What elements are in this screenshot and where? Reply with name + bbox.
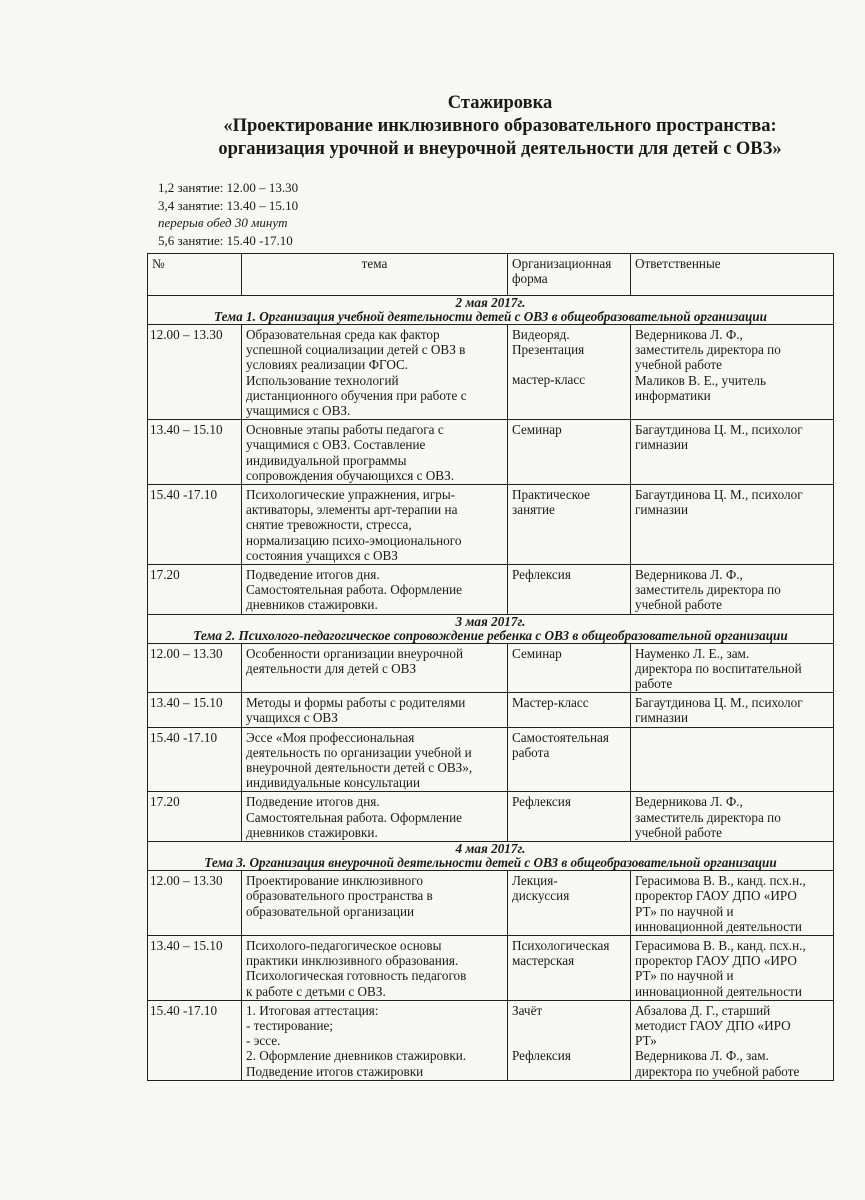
form-cell — [508, 420, 631, 485]
responsible-cell-line: заместитель директора по — [635, 342, 781, 358]
responsible-cell-line: Багаутдинова Ц. М., психолог — [635, 422, 803, 438]
responsible-cell-line: Маликов В. Е., учитель — [635, 372, 767, 388]
responsible-cell-line: гимназии — [635, 710, 689, 726]
form-cell-line: Рефлексия — [512, 1047, 571, 1063]
form-cell-line — [512, 1018, 626, 1033]
responsible-cell-line: проректор ГАОУ ДПО «ИРО — [635, 888, 797, 904]
time-cell: 13.40 – 15.10 — [148, 420, 242, 485]
form-cell-line: Видеоряд. — [512, 327, 570, 342]
form-cell — [508, 1000, 631, 1080]
responsible-cell — [631, 485, 834, 565]
header-responsible: Ответственные — [631, 254, 834, 296]
topic-cell-line: Подведение итогов дня. — [246, 794, 380, 810]
form-cell — [508, 792, 631, 842]
responsible-cell — [631, 792, 834, 842]
form-cell-line: занятие — [512, 502, 555, 518]
form-cell — [508, 565, 631, 615]
title-line-3: организация урочной и внеурочной деятельности для детей с ОВЗ» — [218, 139, 782, 159]
table-row — [148, 420, 834, 485]
topic-cell-line: 2. Оформление дневников стажировки. — [246, 1048, 467, 1064]
responsible-cell-line: инновационной деятельности — [635, 983, 802, 999]
form-cell-line: Психологическая — [512, 937, 610, 953]
topic-cell — [242, 420, 508, 485]
topic-cell-line: 1. Итоговая аттестация: — [246, 1002, 379, 1018]
document-title — [150, 92, 850, 161]
time-cell: 12.00 – 13.30 — [148, 643, 242, 693]
topic-cell — [242, 643, 508, 693]
topic-cell-line: нормализацию психо-эмоционального — [246, 532, 462, 548]
responsible-cell — [631, 325, 834, 420]
topic-cell-line: Психолого-педагогическое основы — [246, 937, 442, 953]
responsible-cell-line: Багаутдинова Ц. М., психолог — [635, 487, 803, 503]
topic-cell-line: внеурочной деятельности детей с ОВЗ», — [246, 760, 473, 776]
topic-cell-line: учащихся с ОВЗ — [246, 710, 338, 726]
topic-cell-line: активаторы, элементы арт-терапии на — [246, 502, 458, 518]
table-row — [148, 727, 834, 792]
responsible-cell-line: Герасимова В. В., канд. псх.н., — [635, 873, 806, 889]
responsible-cell-line: РТ» по научной и — [635, 903, 734, 919]
form-cell — [508, 935, 631, 1000]
topic-cell — [242, 565, 508, 615]
topic-cell-line: Психологические упражнения, игры- — [246, 487, 456, 503]
form-cell-line: работа — [512, 744, 550, 760]
topic-cell — [242, 693, 508, 727]
topic-cell-line: Образовательная среда как фактор — [246, 327, 440, 342]
responsible-cell-line: заместитель директора по — [635, 809, 781, 825]
responsible-cell-line: учебной работе — [635, 357, 722, 373]
responsible-cell-line: Герасимова В. В., канд. псх.н., — [635, 937, 806, 953]
responsible-cell — [631, 420, 834, 485]
responsible-cell-line: Ведерникова Л. Ф., зам. — [635, 1048, 769, 1064]
time-cell: 15.40 -17.10 — [148, 727, 242, 792]
table-row — [148, 565, 834, 615]
topic-cell-line: Использование технологий — [246, 372, 399, 388]
form-cell — [508, 871, 631, 936]
title-line-2: «Проектирование инклюзивного образовательного пространства: — [223, 116, 777, 136]
table-row — [148, 935, 834, 1000]
topic-cell-line: образовательной организации — [246, 903, 415, 919]
topic-cell-line: образовательного пространства в — [246, 888, 433, 904]
table-row — [148, 643, 834, 693]
title-line-1: Стажировка — [447, 93, 553, 113]
table-row — [148, 325, 834, 420]
time-cell: 15.40 -17.10 — [148, 1000, 242, 1080]
topic-cell-line: Психологическая готовность педагогов — [246, 968, 467, 984]
time-cell: 17.20 — [148, 792, 242, 842]
responsible-cell — [631, 565, 834, 615]
topic-cell-line: учащимися с ОВЗ. — [246, 403, 351, 419]
responsible-cell-line: информатики — [635, 387, 711, 403]
responsible-cell-line: заместитель директора по — [635, 582, 781, 598]
header-form: Организационная форма — [508, 254, 631, 296]
session-schedule — [158, 179, 298, 249]
form-cell-line: мастер-класс — [512, 372, 586, 388]
responsible-cell-line: проректор ГАОУ ДПО «ИРО — [635, 953, 797, 969]
responsible-cell-line: учебной работе — [635, 597, 722, 613]
form-cell-line: Рефлексия — [512, 794, 571, 810]
time-cell: 12.00 – 13.30 — [148, 325, 242, 420]
responsible-cell-line: гимназии — [635, 502, 689, 518]
responsible-cell-line: методист ГАОУ ДПО «ИРО — [635, 1017, 791, 1033]
internship-program-table — [147, 253, 834, 1081]
table-row — [148, 871, 834, 936]
responsible-cell-line: Ведерникова Л. Ф., — [635, 794, 743, 810]
topic-cell — [242, 485, 508, 565]
topic-cell-line: Особенности организации внеурочной — [246, 645, 464, 661]
day-theme: Тема 2. Психолого-педагогическое сопровождение ребенка с ОВЗ в общеобразовательной организации — [193, 627, 788, 643]
schedule-break-line: перерыв обед 30 минут — [158, 215, 288, 230]
responsible-cell — [631, 643, 834, 693]
topic-cell-line: Основные этапы работы педагога с — [246, 422, 444, 438]
time-cell: 17.20 — [148, 565, 242, 615]
topic-cell — [242, 727, 508, 792]
day-theme: Тема 1. Организация учебной деятельности детей с ОВЗ в общеобразовательной организации — [214, 309, 767, 324]
day-header-row — [148, 296, 834, 325]
form-cell-line: Практическое — [512, 487, 591, 503]
schedule-line: 5,6 занятие: 15.40 -17.10 — [158, 232, 293, 248]
responsible-cell-line: инновационной деятельности — [635, 918, 802, 934]
responsible-cell — [631, 935, 834, 1000]
topic-cell-line: состояния учащихся с ОВЗ — [246, 547, 398, 563]
table-row — [148, 485, 834, 565]
time-cell: 15.40 -17.10 — [148, 485, 242, 565]
topic-cell-line: Подведение итогов стажировки — [246, 1063, 424, 1079]
schedule-line: 1,2 занятие: 12.00 – 13.30 — [158, 180, 299, 195]
topic-cell-line: деятельности для детей с ОВЗ — [246, 660, 417, 676]
form-cell-line: Мастер-класс — [512, 695, 589, 711]
responsible-cell-line: РТ» по научной и — [635, 968, 734, 984]
form-cell — [508, 727, 631, 792]
topic-cell-line: сопровождения обучающихся с ОВЗ. — [246, 467, 454, 483]
topic-cell-line: успешной социализации детей с ОВЗ в — [246, 342, 466, 358]
form-cell — [508, 693, 631, 727]
topic-cell-line: индивидуальные консультации — [246, 775, 421, 791]
topic-cell — [242, 871, 508, 936]
topic-cell-line: к работе с детьми с ОВЗ. — [246, 983, 386, 999]
form-cell-line: Самостоятельная — [512, 729, 609, 745]
form-cell-line: мастерская — [512, 953, 575, 969]
table-row — [148, 792, 834, 842]
day-theme: Тема 3. Организация внеурочной деятельности детей с ОВЗ в общеобразовательной организации — [204, 855, 777, 871]
schedule-line: 3,4 занятие: 13.40 – 15.10 — [158, 197, 299, 213]
topic-cell-line: - тестирование; — [246, 1017, 334, 1033]
form-cell-line — [512, 357, 626, 372]
table-row — [148, 1000, 834, 1080]
topic-cell — [242, 325, 508, 420]
form-cell-line: дискуссия — [512, 888, 570, 904]
time-cell: 13.40 – 15.10 — [148, 693, 242, 727]
responsible-cell-line: директора по учебной работе — [635, 1063, 800, 1079]
responsible-cell-line: Ведерникова Л. Ф., — [635, 567, 743, 583]
topic-cell-line: условиях реализации ФГОС. — [246, 357, 409, 373]
form-cell — [508, 643, 631, 693]
topic-cell-line: практики инклюзивного образования. — [246, 953, 459, 969]
form-cell-line: Рефлексия — [512, 567, 571, 583]
topic-cell-line: индивидуальной программы — [246, 452, 407, 468]
form-cell-line: Семинар — [512, 422, 562, 438]
topic-cell-line: деятельность по организации учебной и — [246, 744, 472, 760]
form-cell-line: Лекция- — [512, 873, 558, 889]
day-header-cell — [148, 614, 834, 643]
topic-cell — [242, 1000, 508, 1080]
day-header-row — [148, 614, 834, 643]
responsible-cell-line: работе — [635, 676, 673, 692]
topic-cell-line: Проектирование инклюзивного — [246, 873, 423, 889]
responsible-cell-line: Багаутдинова Ц. М., психолог — [635, 695, 803, 711]
topic-cell-line: дневников стажировки. — [246, 824, 378, 840]
topic-cell-line: снятие тревожности, стресса, — [246, 517, 412, 533]
responsible-cell — [631, 871, 834, 936]
day-date: 2 мая 2017г. — [455, 295, 526, 310]
day-header-cell — [148, 842, 834, 871]
form-cell-line: Зачёт — [512, 1002, 543, 1018]
header-number: № — [148, 254, 242, 296]
topic-cell-line: дневников стажировки. — [246, 597, 378, 613]
responsible-cell-line: гимназии — [635, 437, 689, 453]
form-cell-line: Презентация — [512, 342, 585, 358]
responsible-cell-line: Абзалова Д. Г., старший — [635, 1002, 771, 1018]
day-date: 3 мая 2017г. — [455, 613, 526, 629]
responsible-cell — [631, 727, 834, 792]
topic-cell — [242, 792, 508, 842]
responsible-cell-line: Ведерникова Л. Ф., — [635, 327, 743, 342]
topic-cell-line: учащимися с ОВЗ. Составление — [246, 437, 426, 453]
time-cell: 12.00 – 13.30 — [148, 871, 242, 936]
responsible-cell-line: РТ» — [635, 1033, 657, 1049]
topic-cell — [242, 935, 508, 1000]
responsible-cell — [631, 1000, 834, 1080]
time-cell: 13.40 – 15.10 — [148, 935, 242, 1000]
topic-cell-line: дистанционного обучения при работе с — [246, 387, 467, 403]
responsible-cell-line: директора по воспитательной — [635, 660, 802, 676]
topic-cell-line: Самостоятельная работа. Оформление — [246, 809, 463, 825]
day-date: 4 мая 2017г. — [455, 841, 526, 857]
form-cell-line: Семинар — [512, 645, 562, 661]
form-cell — [508, 325, 631, 420]
responsible-cell — [631, 693, 834, 727]
topic-cell-line: Методы и формы работы с родителями — [246, 695, 466, 711]
topic-cell-line: Самостоятельная работа. Оформление — [246, 582, 463, 598]
topic-cell-line: Подведение итогов дня. — [246, 567, 380, 583]
topic-cell-line: Эссе «Моя профессиональная — [246, 729, 415, 745]
table-header-row — [148, 254, 834, 296]
topic-cell-line: - эссе. — [246, 1033, 281, 1049]
table-row — [148, 693, 834, 727]
responsible-cell-line: Науменко Л. Е., зам. — [635, 645, 750, 661]
day-header-cell — [148, 296, 834, 325]
responsible-cell-line: учебной работе — [635, 824, 722, 840]
form-cell-line — [512, 1033, 626, 1048]
header-topic: тема — [242, 254, 508, 296]
day-header-row — [148, 842, 834, 871]
form-cell — [508, 485, 631, 565]
